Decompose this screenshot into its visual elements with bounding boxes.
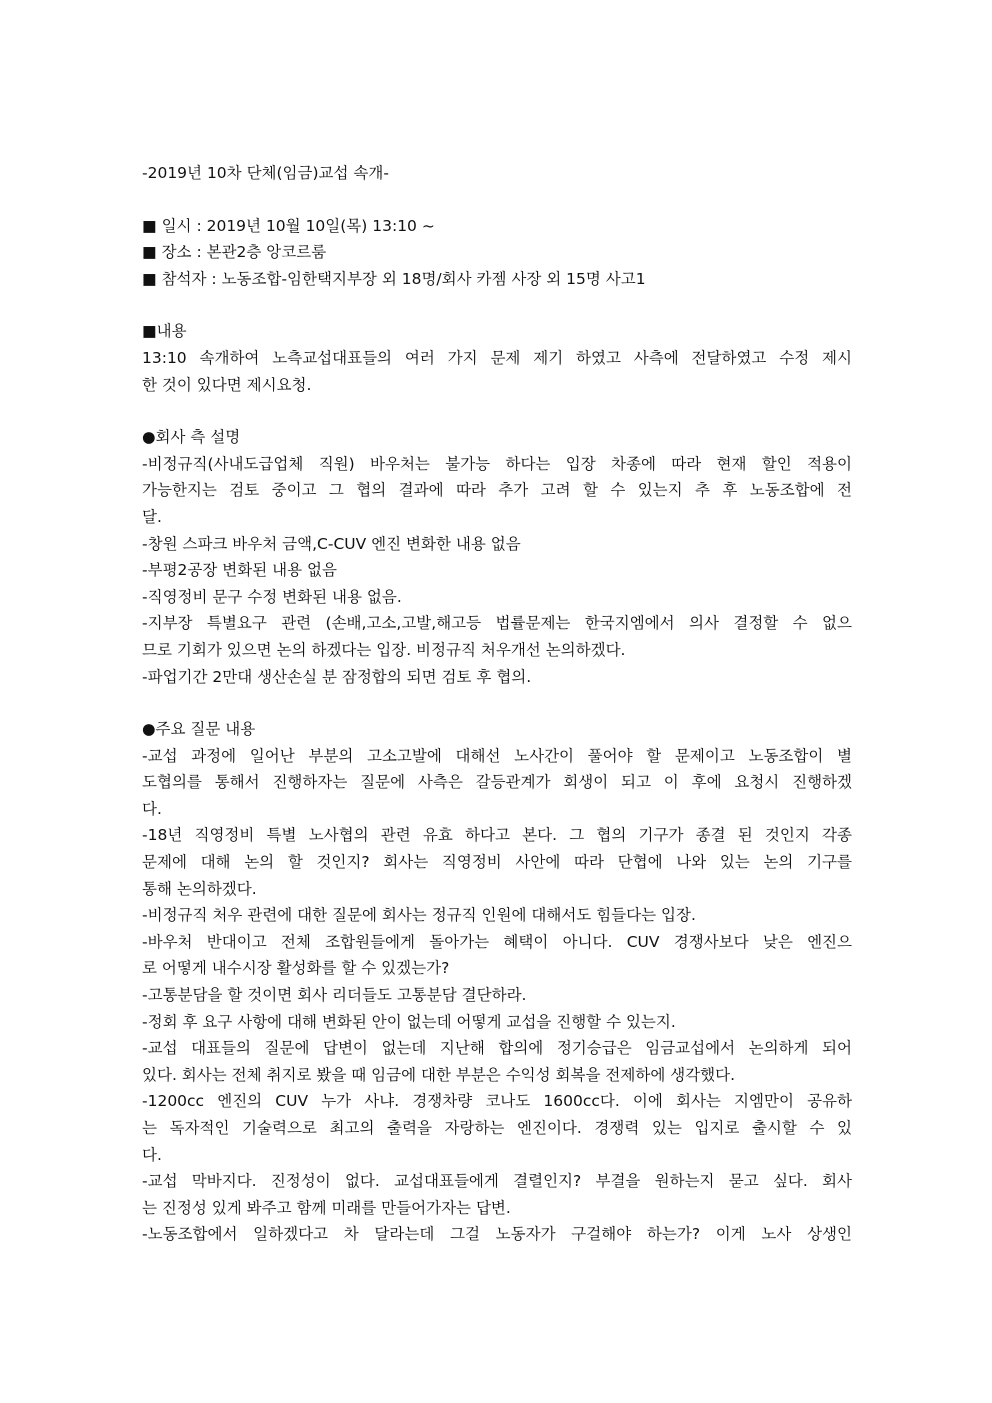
question-line: 는 진정성 있게 봐주고 함께 미래를 만들어가자는 답변. xyxy=(142,1198,511,1217)
company-line: -창원 스파크 바우처 금액,C-CUV 엔진 변화한 내용 없음 xyxy=(142,534,521,553)
spacer xyxy=(142,398,852,424)
company-line: -비정규직(사내도급업체 직원) 바우처는 불가능 하다는 입장 차종에 따라 현재 할인 적용이 xyxy=(142,454,852,473)
question-line: -1200cc 엔진의 CUV 누가 사냐. 경쟁차량 코나도 1600cc다. 이에 회사는 지엠만이 공유하 xyxy=(142,1092,852,1111)
spacer xyxy=(142,690,852,716)
document-page xyxy=(142,160,852,1248)
meta-location: ■ 장소 : 본관2층 앙코르룸 xyxy=(142,243,327,262)
meta-attendees: ■ 참석자 : 노동조합-임한택지부장 외 18명/회사 카젬 사장 외 15명 사고1 xyxy=(142,269,646,288)
content-line: 13:10 속개하여 노측교섭대표들의 여러 가지 문제 제기 하였고 사측에 전달하였고 수정 제시 xyxy=(142,348,852,367)
question-line: -교섭 과정에 일어난 부분의 고소고발에 대해선 노사간이 풀어야 할 문제이고 노동조합이 별 xyxy=(142,746,852,765)
question-line: -비정규직 처우 관련에 대한 질문에 회사는 정규직 인원에 대해서도 힘들다는 입장. xyxy=(142,906,696,925)
document-title: -2019년 10차 단체(임금)교섭 속개- xyxy=(142,164,389,182)
company-line: -직영정비 문구 수정 변화된 내용 없음. xyxy=(142,587,402,606)
content-heading: ■내용 xyxy=(142,322,187,341)
company-line: 가능한지는 검토 중이고 그 협의 결과에 따라 추가 고려 할 수 있는지 추 후 노동조합에 전 xyxy=(142,481,852,500)
question-line: 로 어떻게 내수시장 활성화를 할 수 있겠는가? xyxy=(142,959,450,978)
meeting-meta xyxy=(142,213,852,293)
question-line: -교섭 막바지다. 진정성이 없다. 교섭대표들에게 결렬인지? 부결을 원하는지 묻고 싶다. 회사 xyxy=(142,1172,852,1191)
company-line: -부평2공장 변화된 내용 없음 xyxy=(142,561,337,580)
spacer xyxy=(142,187,852,213)
question-line: 다. xyxy=(142,1145,162,1164)
spacer xyxy=(142,292,852,318)
main-questions-heading: ●주요 질문 내용 xyxy=(142,720,256,739)
question-line: 있다. 회사는 전체 취지로 봤을 때 임금에 대한 부분은 수익성 회복을 전제하에 생각했다. xyxy=(142,1065,736,1084)
meta-date: ■ 일시 : 2019년 10월 10일(목) 13:10 ~ xyxy=(142,216,435,235)
company-line: 달. xyxy=(142,507,162,526)
question-line: 통해 논의하겠다. xyxy=(142,879,257,898)
question-line: -노동조합에서 일하겠다고 차 달라는데 그걸 노동자가 구걸해야 하는가? 이게 노사 상생인 xyxy=(142,1225,852,1244)
company-line: -지부장 특별요구 관련 (손배,고소,고발,해고등 법률문제는 한국지엠에서 의사 결정할 수 없으 xyxy=(142,614,852,633)
question-line: -18년 직영정비 특별 노사협의 관련 유효 하다고 본다. 그 협의 기구가 종결 된 것인지 각종 xyxy=(142,826,852,845)
question-line: -바우처 반대이고 전체 조합원들에게 돌아가는 혜택이 아니다. CUV 경쟁사보다 낮은 엔진으 xyxy=(142,932,852,951)
content-line: 한 것이 있다면 제시요청. xyxy=(142,375,312,394)
question-line: -고통분담을 할 것이면 회사 리더들도 고통분담 결단하라. xyxy=(142,986,527,1005)
question-line: 문제에 대해 논의 할 것인지? 회사는 직영정비 사안에 따라 단협에 나와 있는 논의 기구를 xyxy=(142,853,852,872)
question-line: -교섭 대표들의 질문에 답변이 없는데 지난해 합의에 정기승급은 임금교섭에서 논의하게 되어 xyxy=(142,1039,852,1058)
question-line: 다. xyxy=(142,799,162,818)
question-line: 도협의를 통해서 진행하자는 질문에 사측은 갈등관계가 회생이 되고 이 후에 요청시 진행하겠 xyxy=(142,773,852,792)
question-line: -정회 후 요구 사항에 대해 변화된 안이 없는데 어떻게 교섭을 진행할 수 있는지. xyxy=(142,1012,676,1031)
company-line: 므로 기회가 있으면 논의 하겠다는 입장. 비정규직 처우개선 논의하겠다. xyxy=(142,640,626,659)
company-explanation-heading: ●회사 측 설명 xyxy=(142,428,241,447)
company-line: -파업기간 2만대 생산손실 분 잠정합의 되면 검토 후 협의. xyxy=(142,667,532,686)
question-line: 는 독자적인 기술력으로 최고의 출력을 자랑하는 엔진이다. 경쟁력 있는 입지로 출시할 수 있 xyxy=(142,1119,852,1137)
